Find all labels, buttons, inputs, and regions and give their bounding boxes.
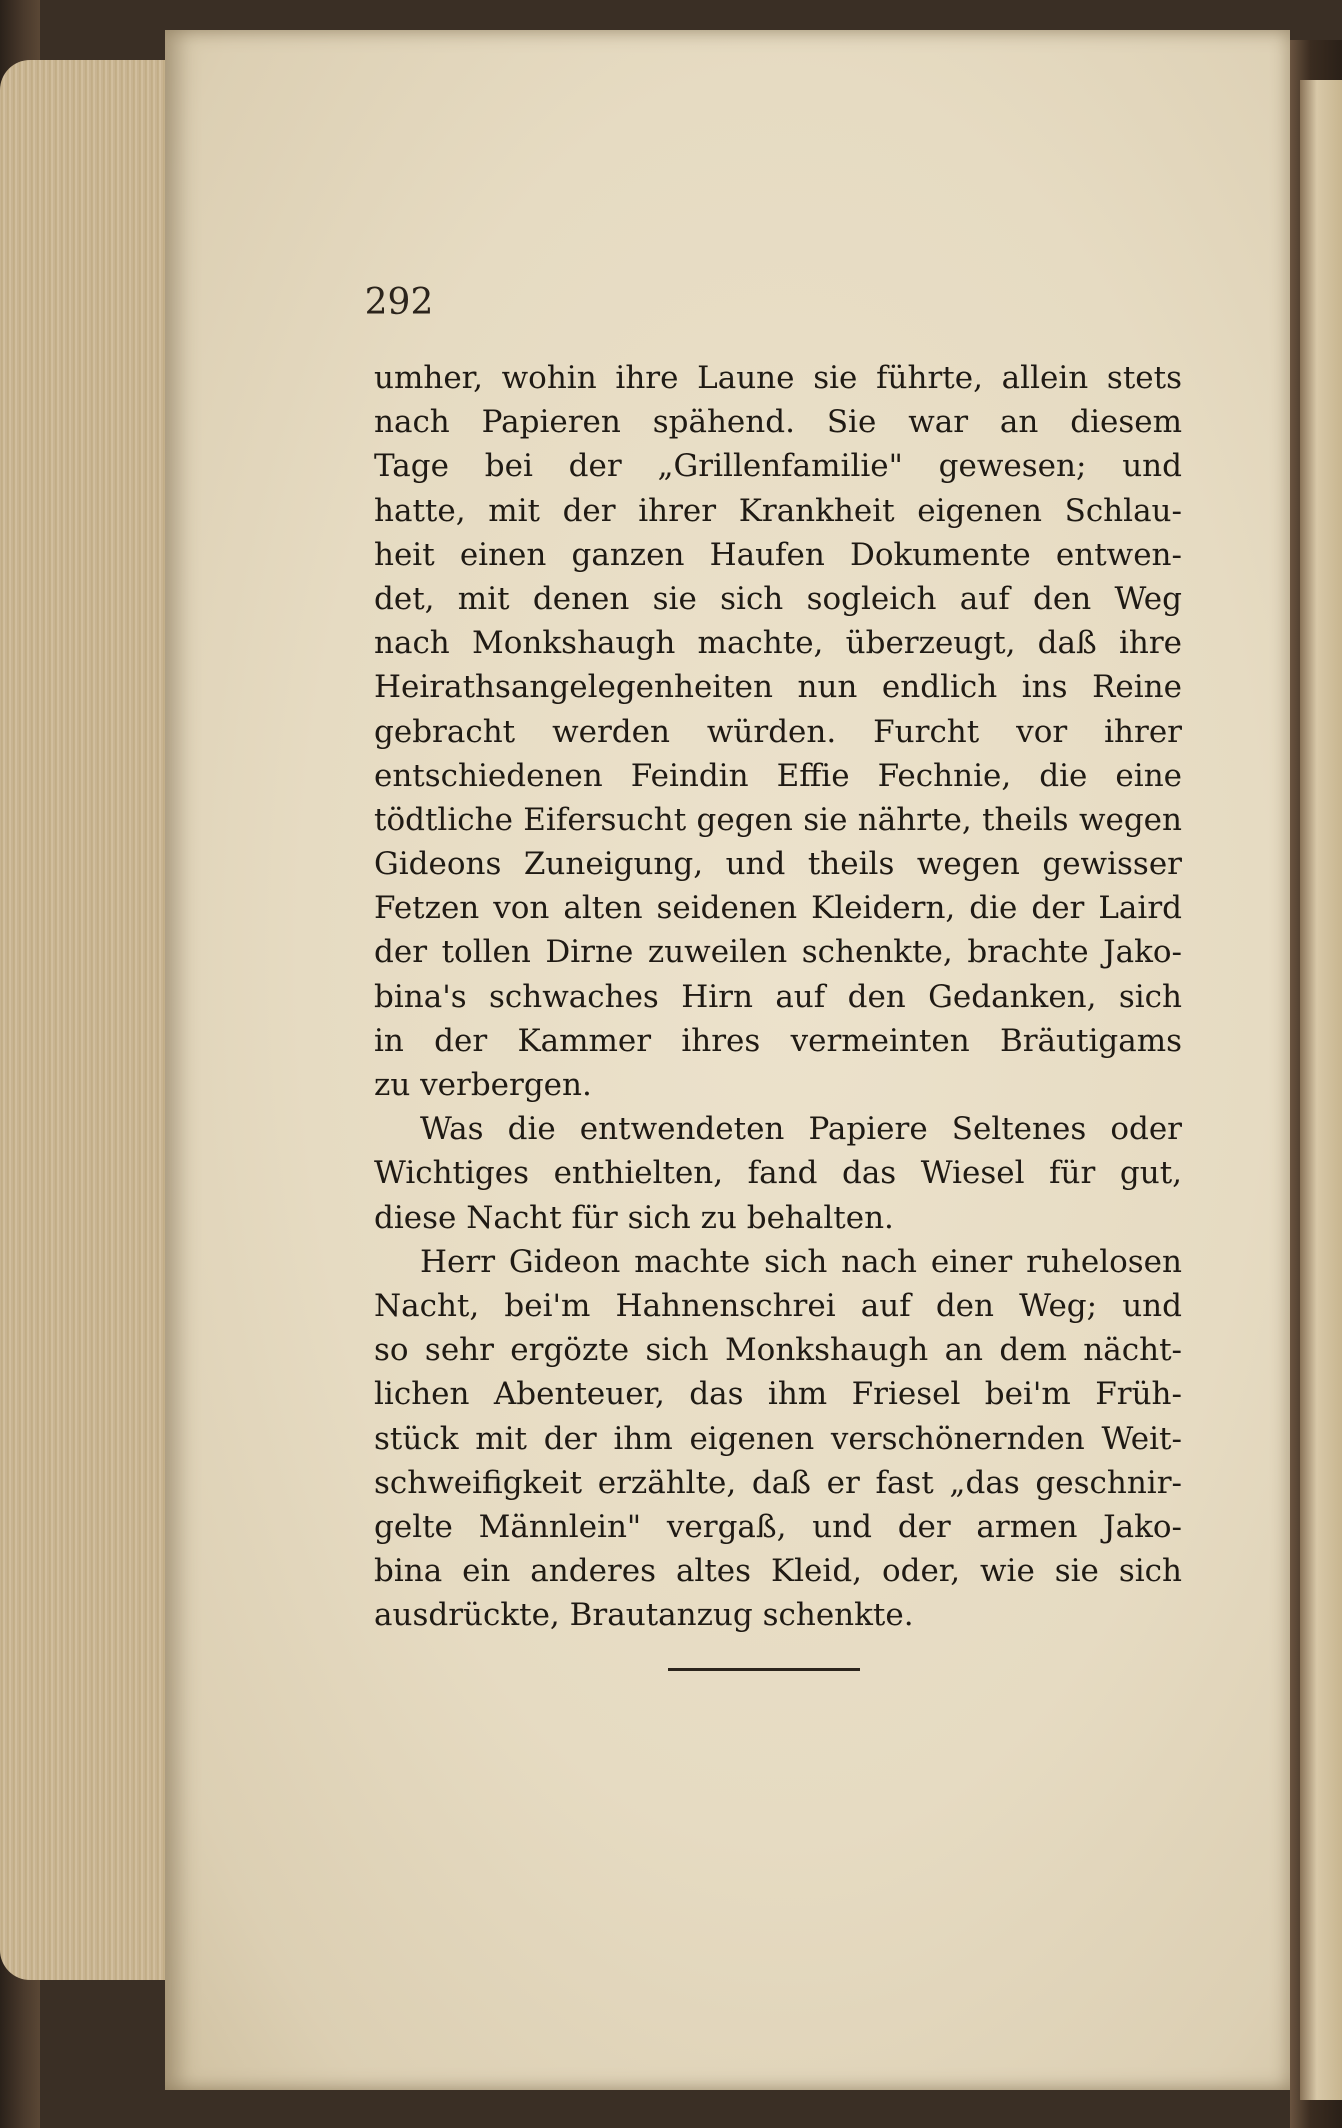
text-line: der tollen Dirne zuweilen schenkte, brachte Jako- <box>374 934 1182 971</box>
text-line: tödtliche Eifersucht gegen sie nährte, theils wegen <box>374 801 1182 838</box>
text-line: Was die entwendeten Papiere Seltenes oder <box>420 1111 1182 1148</box>
text-line: bina ein anderes altes Kleid, oder, wie sie sich <box>374 1553 1182 1590</box>
text-line: Nacht, bei'm Hahnenschrei auf den Weg; und <box>374 1287 1182 1324</box>
text-line: Gideons Zuneigung, und theils wegen gewisser <box>374 846 1182 883</box>
text-line: gebracht werden würden. Furcht vor ihrer <box>374 713 1182 750</box>
text-line: nach Monkshaugh machte, überzeugt, daß ihre <box>374 625 1182 662</box>
text-line: so sehr ergözte sich Monkshaugh an dem nächt- <box>374 1332 1182 1369</box>
text-line: entschiedenen Feindin Effie Fechnie, die eine <box>374 757 1182 794</box>
text-line: stück mit der ihm eigenen verschönernden Weit- <box>374 1420 1182 1457</box>
page-number: 292 <box>364 282 434 323</box>
text-line: gelte Männlein" vergaß, und der armen Jako- <box>374 1508 1182 1545</box>
text-line: Heirathsangelegenheiten nun endlich ins Reine <box>374 669 1182 706</box>
text-line: heit einen ganzen Haufen Dokumente entwen- <box>374 536 1182 573</box>
text-line: lichen Abenteuer, das ihm Friesel bei'm Früh- <box>374 1376 1182 1413</box>
end-rule <box>668 1668 860 1671</box>
text-line: umher, wohin ihre Laune sie führte, allein stets <box>374 360 1182 396</box>
text-line: ausdrückte, Brautanzug schenkte. <box>374 1597 914 1634</box>
text-line: hatte, mit der ihrer Krankheit eigenen Schlau- <box>374 492 1182 529</box>
text-line: diese Nacht für sich zu behalten. <box>374 1199 894 1236</box>
body-text <box>374 356 1182 1637</box>
text-line: nach Papieren spähend. Sie war an diesem <box>374 404 1182 441</box>
text-line: Fetzen von alten seidenen Kleidern, die der Laird <box>374 890 1182 927</box>
text-line: Herr Gideon machte sich nach einer ruhelosen <box>420 1243 1182 1280</box>
text-line: in der Kammer ihres vermeinten Bräutigams <box>374 1022 1182 1059</box>
text-line: Tage bei der „Grillenfamilie" gewesen; und <box>374 448 1182 485</box>
facing-page-edge <box>1300 80 1342 2100</box>
text-line: Wichtiges enthielten, fand das Wiesel für gut, <box>374 1155 1182 1192</box>
page-stack-edges <box>0 60 165 1980</box>
text-line: bina's schwaches Hirn auf den Gedanken, sich <box>374 978 1182 1015</box>
text-line: schweifigkeit erzählte, daß er fast „das geschnir- <box>374 1464 1182 1501</box>
text-line: det, mit denen sie sich sogleich auf den Weg <box>374 580 1182 617</box>
text-line: zu verbergen. <box>374 1067 592 1103</box>
